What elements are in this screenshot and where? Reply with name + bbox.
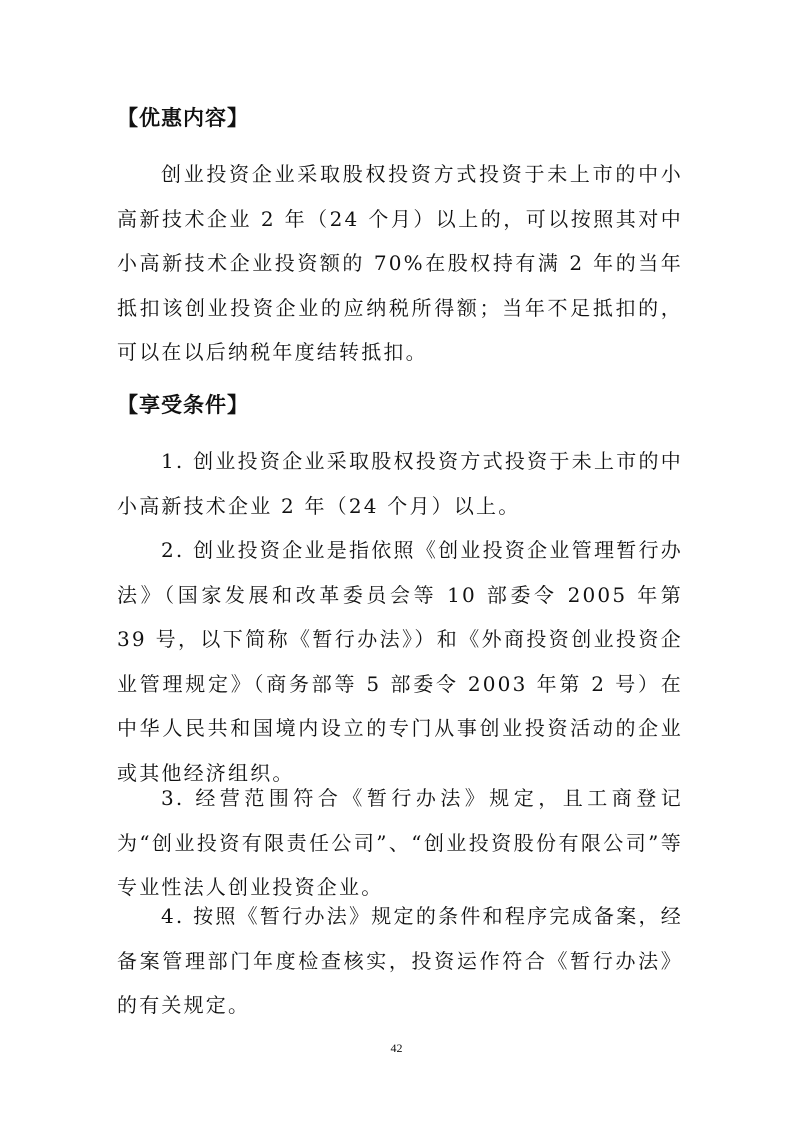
benefits-paragraph: 创业投资企业采取股权投资方式投资于未上市的中小高新技术企业 2 年（24 个月）以上的，可以按照其对中小高新技术企业投资额的 70%在股权持有满 2 年的当年抵扣该创业投资企业的应纳税所得额；当年不足抵扣的，可以在以后纳税年度结转抵扣。 bbox=[117, 162, 683, 364]
section-heading-conditions: 【享受条件】 bbox=[117, 393, 249, 417]
condition-item-2: 2. 创业投资企业是指依照《创业投资企业管理暂行办法》（国家发展和改革委员会等 10 部委令 2005 年第 39 号，以下简称《暂行办法》）和《外商投资创业投资企业管理规定》（商务部等 5 部委令 2003 年第 2 号）在中华人民共和国境内设立的专门从事创业投资活动的企业或其他经济组织。 bbox=[117, 538, 683, 785]
condition-item-1: 1. 创业投资企业采取股权投资方式投资于未上市的中小高新技术企业 2 年（24 个月）以上。 bbox=[117, 449, 683, 518]
section-heading-benefits: 【优惠内容】 bbox=[117, 106, 249, 130]
page-number: 42 bbox=[390, 1041, 403, 1055]
condition-item-4: 4. 按照《暂行办法》规定的条件和程序完成备案，经备案管理部门年度检查核实，投资运作符合《暂行办法》的有关规定。 bbox=[117, 904, 683, 1017]
condition-item-3: 3. 经营范围符合《暂行办法》规定，且工商登记为“创业投资有限责任公司”、“创业投资股份有限公司”等专业性法人创业投资企业。 bbox=[117, 786, 683, 899]
